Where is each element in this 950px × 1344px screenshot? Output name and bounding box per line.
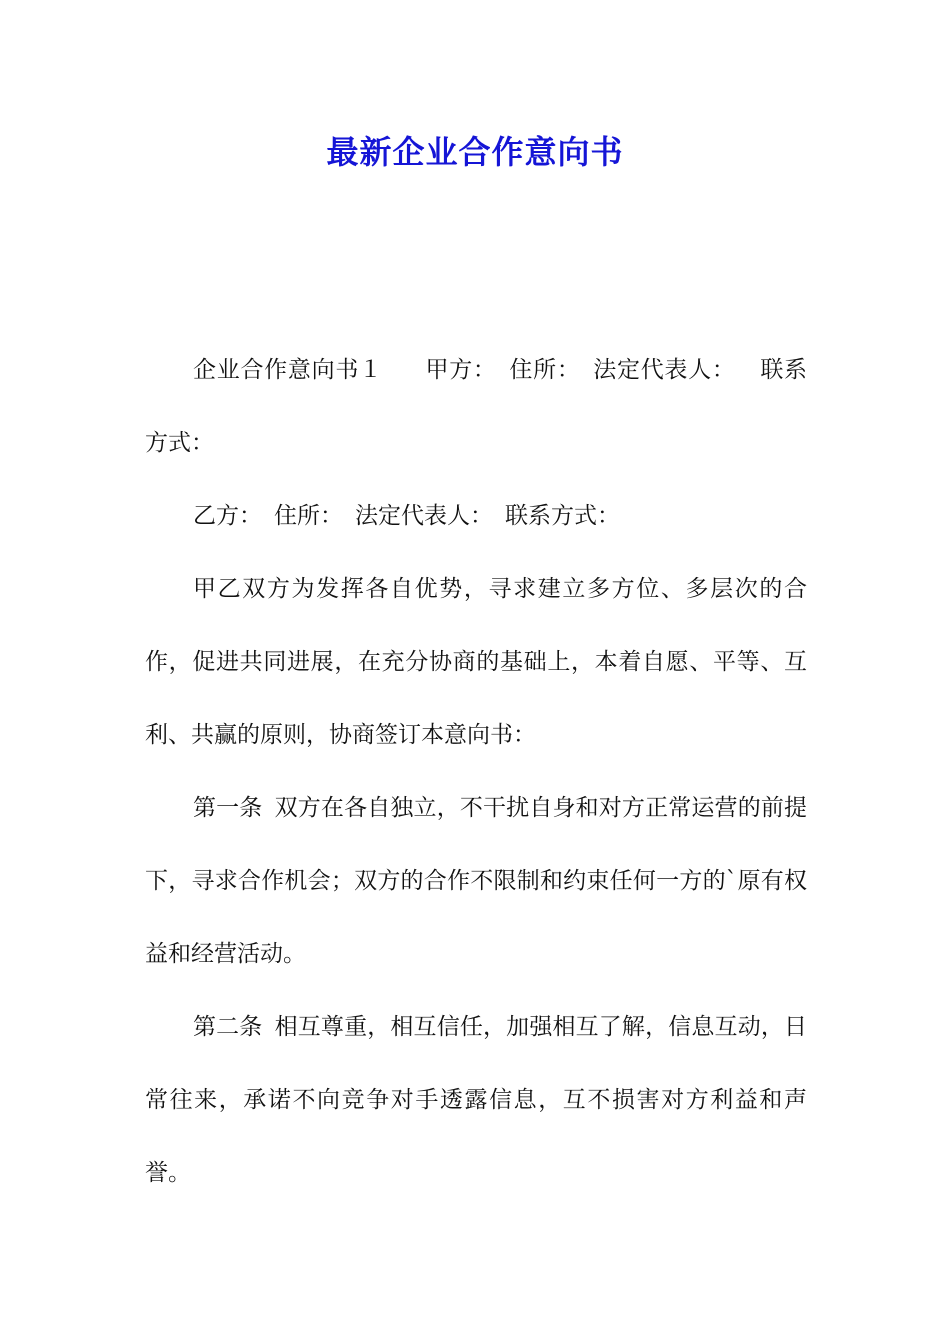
- party-b-line: [145, 480, 807, 553]
- doc-name: 企业合作意向书１: [193, 357, 383, 383]
- party-a-label: 甲方：: [424, 357, 497, 383]
- intro-paragraph: 甲乙双方为发挥各自优势，寻求建立多方位、多层次的合作，促进共同进展，在充分协商的基础上，本着自愿、平等、互利、共赢的原则，协商签订本意向书：: [145, 576, 807, 748]
- document-body: [145, 334, 807, 1210]
- article-2-text: 相互尊重，相互信任，加强相互了解，信息互动，日常往来，承诺不向竞争对手透露信息，互不损害对方利益和声誉。: [145, 1014, 808, 1186]
- party-b-label: 乙方：: [193, 503, 262, 529]
- article-2-label: 第二条: [193, 1014, 263, 1040]
- party-a-contact-label: 联系方式：: [145, 357, 808, 456]
- article-1-label: 第一条: [193, 795, 263, 821]
- document-title: 最新企业合作意向书: [326, 133, 624, 171]
- party-b-legal-rep-label: 法定代表人：: [355, 503, 493, 529]
- party-a-address-label: 住所：: [508, 357, 581, 383]
- article-2: [145, 991, 807, 1210]
- party-b-contact-label: 联系方式：: [505, 503, 620, 529]
- party-a-line: [145, 334, 807, 480]
- party-b-address-label: 住所：: [274, 503, 343, 529]
- article-1-text: 双方在各自独立，不干扰自身和对方正常运营的前提下，寻求合作机会；双方的合作不限制和约束任何一方的`原有权益和经营活动。: [145, 795, 808, 967]
- article-1: [145, 772, 807, 991]
- party-a-legal-rep-label: 法定代表人：: [592, 357, 736, 383]
